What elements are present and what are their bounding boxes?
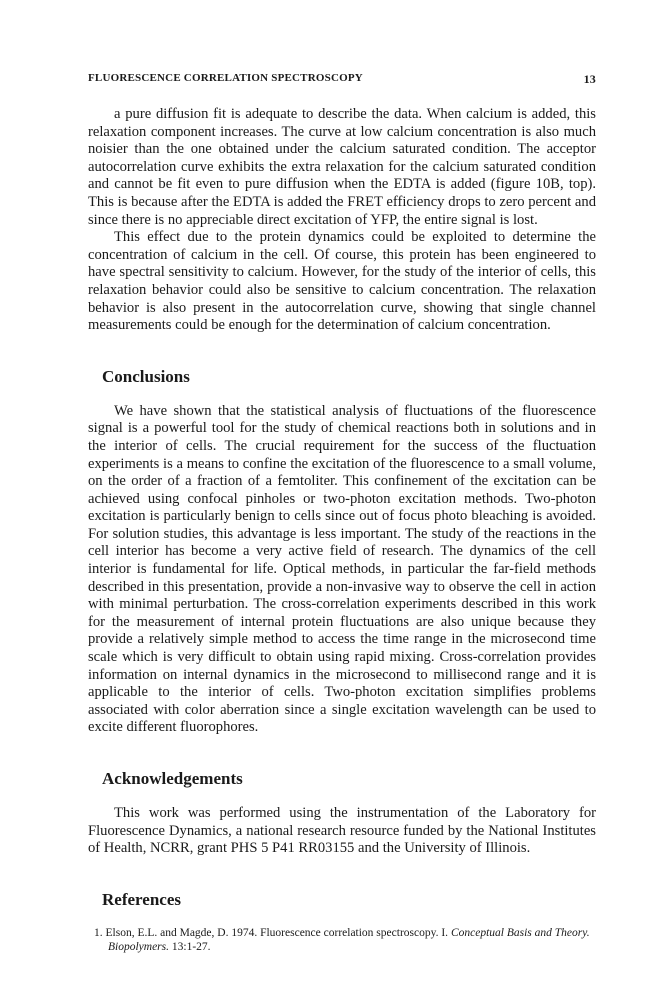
reference-volume: 13:1-27. bbox=[171, 940, 211, 953]
body-paragraph: This effect due to the protein dynamics could be exploited to determine the concentration of calcium in the cell. Of course, this protein has been engineered to have spectral sensitivity to calcium. However, for the study of the interior of cells, this relaxation behavior could also be sensitive to calcium concentration. The relaxation behavior is also present in the autocorrelation curve, showing that single channel measurements could be enough for the determination of calcium concentration. bbox=[88, 229, 596, 334]
reference-list bbox=[88, 926, 596, 954]
acknowledgements-paragraph: This work was performed using the instrumentation of the Laboratory for Fluorescence Dynamics, a national research resource funded by the National Institutes of Health, NCRR, grant PHS 5 P41 RR03155 and the University of Illinois. bbox=[88, 805, 596, 857]
body-paragraph: a pure diffusion fit is adequate to describe the data. When calcium is added, this relaxation component increases. The curve at low calcium concentration is also much noisier than the one obtained under the calcium saturated condition. The acceptor autocorrelation curve exhibits the extra relaxation for the calcium saturated condition and cannot be fit even to pure diffusion when the EDTA is added (figure 10B, top). This is because after the EDTA is added the FRET efficiency drops to zero percent and since there is no appreciable direct excitation of YFP, the entire signal is lost. bbox=[88, 106, 596, 228]
section-heading-references: References bbox=[102, 889, 181, 909]
conclusions-paragraph: We have shown that the statistical analysis of fluctuations of the fluorescence signal is a powerful tool for the study of chemical reactions both in solutions and in the interior of cells. The crucial requirement for the success of the fluctuation experiments is a means to confine the excitation of the fluorescence to a small volume, on the order of a fraction of a femtoliter. This confinement of the excitation can be achieved using confocal pinholes or two-photon excitation methods. Two-photon excitation is particularly benign to cells since out of focus photo bleaching is avoided. For solution studies, this advantage is less important. The study of the reactions in the cell interior has become a very active field of research. The dynamics of the cell interior is fundamental for life. Optical methods, in particular the far-field methods described in this presentation, provide a non-invasive way to observe the cell in action with minimal perturbation. The cross-correlation experiments described in this work for the measurement of internal protein fluctuations are also unique because they provide a relatively simple method to access the time range in the microsecond time scale which is very difficult to obtain using rapid mixing. Cross-correlation provides information on internal dynamics in the microsecond to millisecond range and it is applicable to the interior of cells. Two-photon excitation simplifies problems associated with color aberration since a single excitation wavelength can be used to excite different fluorophores. bbox=[88, 402, 596, 736]
reference-authors: Elson, E.L. and Magde, D. 1974. Fluorescence correlation spectroscopy. I. bbox=[105, 926, 449, 939]
running-head bbox=[88, 72, 596, 87]
reference-number: 1. bbox=[94, 926, 103, 939]
reference-item bbox=[88, 926, 596, 954]
section-heading-acknowledgements: Acknowledgements bbox=[102, 769, 243, 788]
section-heading-conclusions: Conclusions bbox=[102, 366, 190, 386]
running-head-title: FLUORESCENCE CORRELATION SPECTROSCOPY bbox=[88, 72, 363, 84]
page-number: 13 bbox=[583, 72, 596, 86]
article-body bbox=[88, 106, 596, 954]
reference-title: Conceptual Basis and Theory. Biopolymers. bbox=[108, 926, 590, 953]
